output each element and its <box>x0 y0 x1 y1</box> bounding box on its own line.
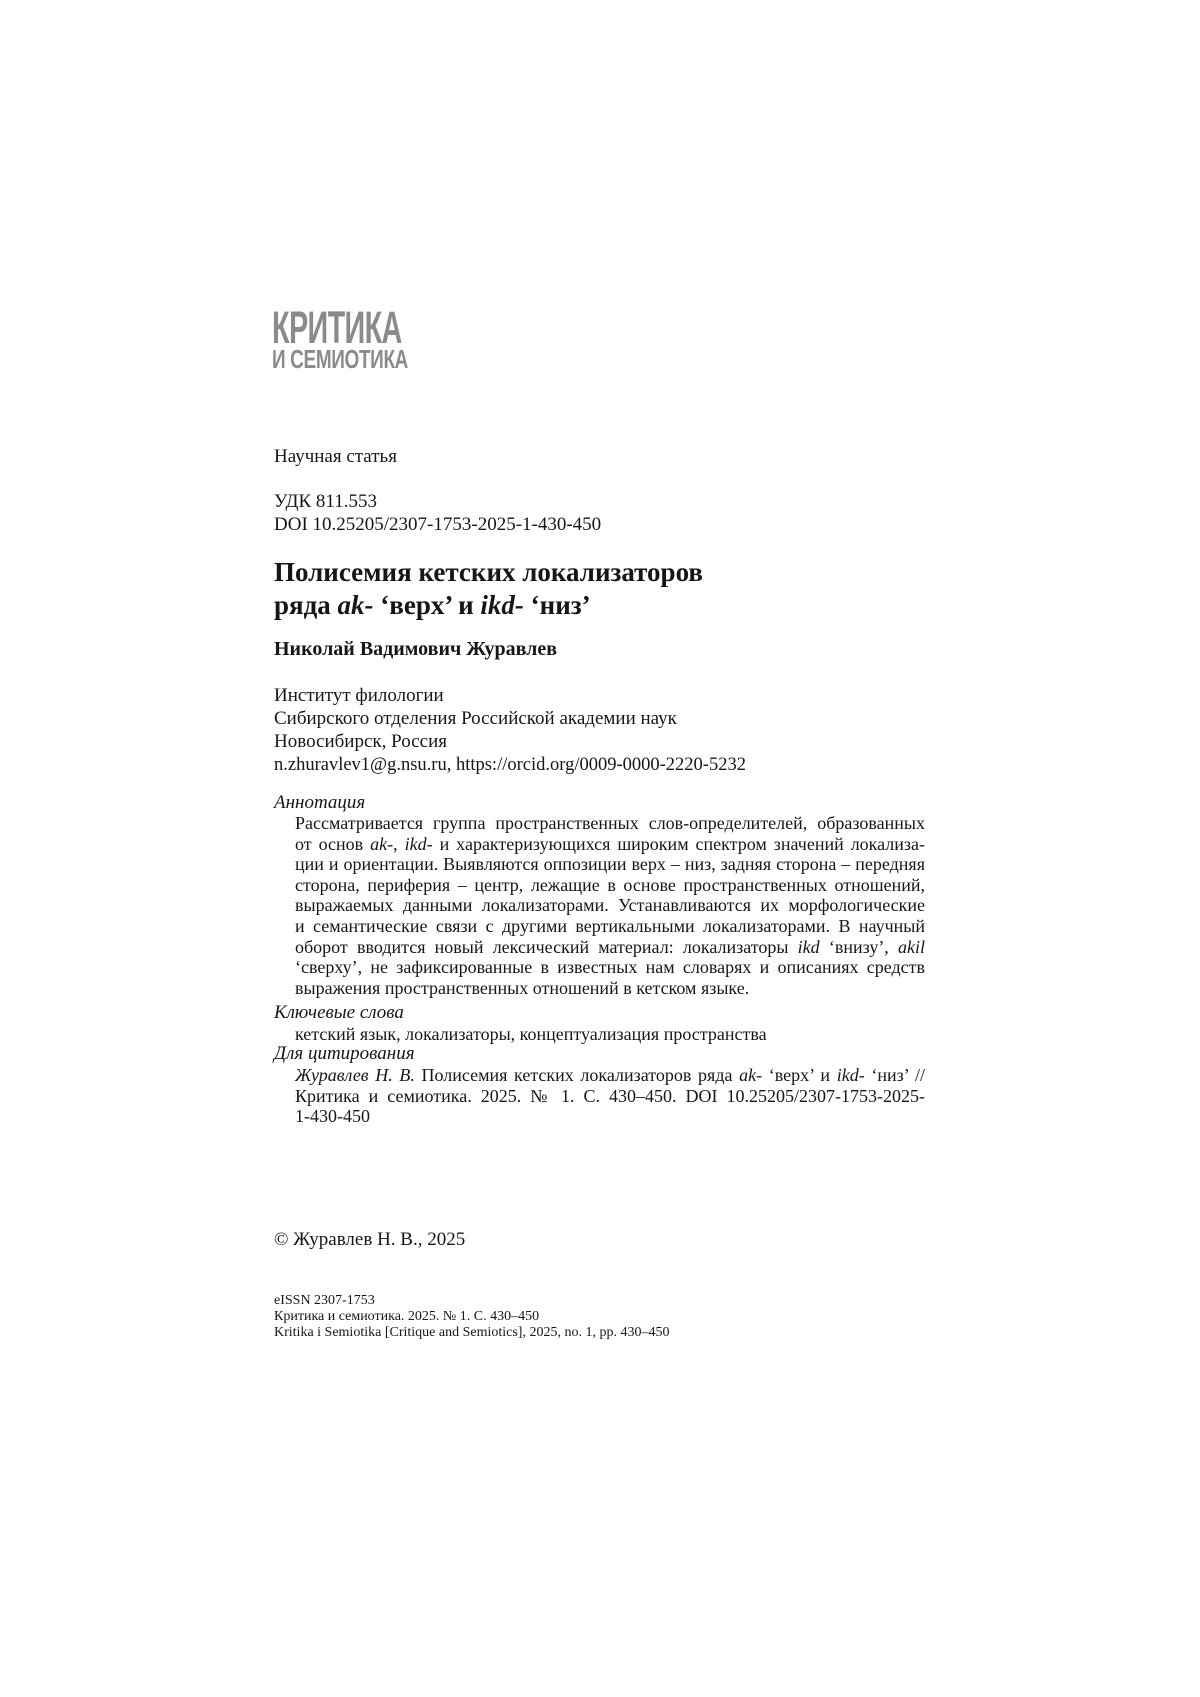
footer-en-line: Kritika i Semiotika [Critique and Semiotics], 2025, no. 1, pp. 430–450 <box>274 1325 670 1341</box>
abstract-label: Аннотация <box>274 792 366 813</box>
affiliation-city: Новосибирск, Россия <box>274 731 447 752</box>
title-line-1: Полисемия кетских локализаторов <box>274 557 703 587</box>
abstract-line: от основ ak-, ikd- и характеризующихся широким спектром значений локализа- <box>295 833 926 854</box>
article-type-label: Научная статья <box>274 446 397 467</box>
citation-line: Журавлев Н. В. Полисемия кетских локализаторов ряда ak- ‘верх’ и ikd- ‘низ’ // <box>295 1065 925 1085</box>
abstract-line: сторона, периферия – центр, лежащие в основе пространственных отношений, <box>295 874 925 895</box>
article-title <box>274 556 703 622</box>
journal-logo <box>272 302 475 374</box>
footer-block <box>274 1293 669 1342</box>
citation-text <box>295 1065 925 1127</box>
abstract-line: выражения пространственных отношений в кетском языке. <box>295 977 750 998</box>
doi-line: DOI 10.25205/2307-1753-2025-1-430-450 <box>274 514 602 535</box>
footer-ru-line: Критика и семиотика. 2025. № 1. С. 430–450 <box>274 1309 540 1325</box>
udc-line: УДК 811.553 <box>274 491 377 512</box>
udc-doi-block <box>274 490 601 536</box>
footer-eissn: eISSN 2307-1753 <box>274 1293 375 1308</box>
keywords-label: Ключевые слова <box>274 1002 404 1023</box>
title-line-2: ряда ak- ‘верх’ и ikd- ‘низ’ <box>274 590 591 620</box>
affiliation-branch: Сибирского отделения Российской академии наук <box>274 708 677 729</box>
abstract-line: Рассматривается группа пространственных слов-определителей, образованных <box>295 813 925 833</box>
abstract-line: и семантические связи с другими вертикальными локализаторами. В научный <box>295 915 925 936</box>
email-orcid-line: n.zhuravlev1@g.nsu.ru, https://orcid.org/0009-0000-2220-5232 <box>274 755 746 775</box>
abstract-text <box>295 813 925 998</box>
citation-line: Критика и семиотика. 2025. № 1. С. 430–450. DOI 10.25205/2307-1753-2025- <box>295 1085 925 1106</box>
abstract-line: оборот вводится новый лексический материал: локализаторы ikd ‘внизу’, akil <box>295 936 925 957</box>
abstract-line: ‘сверху’, не зафиксированные в известных нам словарях и описаниях средств <box>295 957 925 978</box>
citation-label: Для цитирования <box>274 1043 415 1064</box>
abstract-line: ции и ориентации. Выявляются оппозиции верх – низ, задняя сторона – передняя <box>295 854 925 875</box>
affiliation-block <box>274 684 677 753</box>
journal-logo-line-1: КРИТИКА <box>272 302 402 353</box>
keywords-text: кетский язык, локализаторы, концептуализация пространства <box>295 1024 767 1044</box>
affiliation-institute: Институт филологии <box>274 685 444 706</box>
author-name: Николай Вадимович Журавлев <box>274 638 558 660</box>
abstract-line: выражаемых данными локализаторами. Устанавливаются их морфологические <box>295 895 925 916</box>
journal-logo-line-2: И СЕМИОТИКА <box>272 344 409 374</box>
citation-line: 1-430-450 <box>295 1106 370 1127</box>
copyright-line: © Журавлев Н. В., 2025 <box>274 1229 466 1250</box>
